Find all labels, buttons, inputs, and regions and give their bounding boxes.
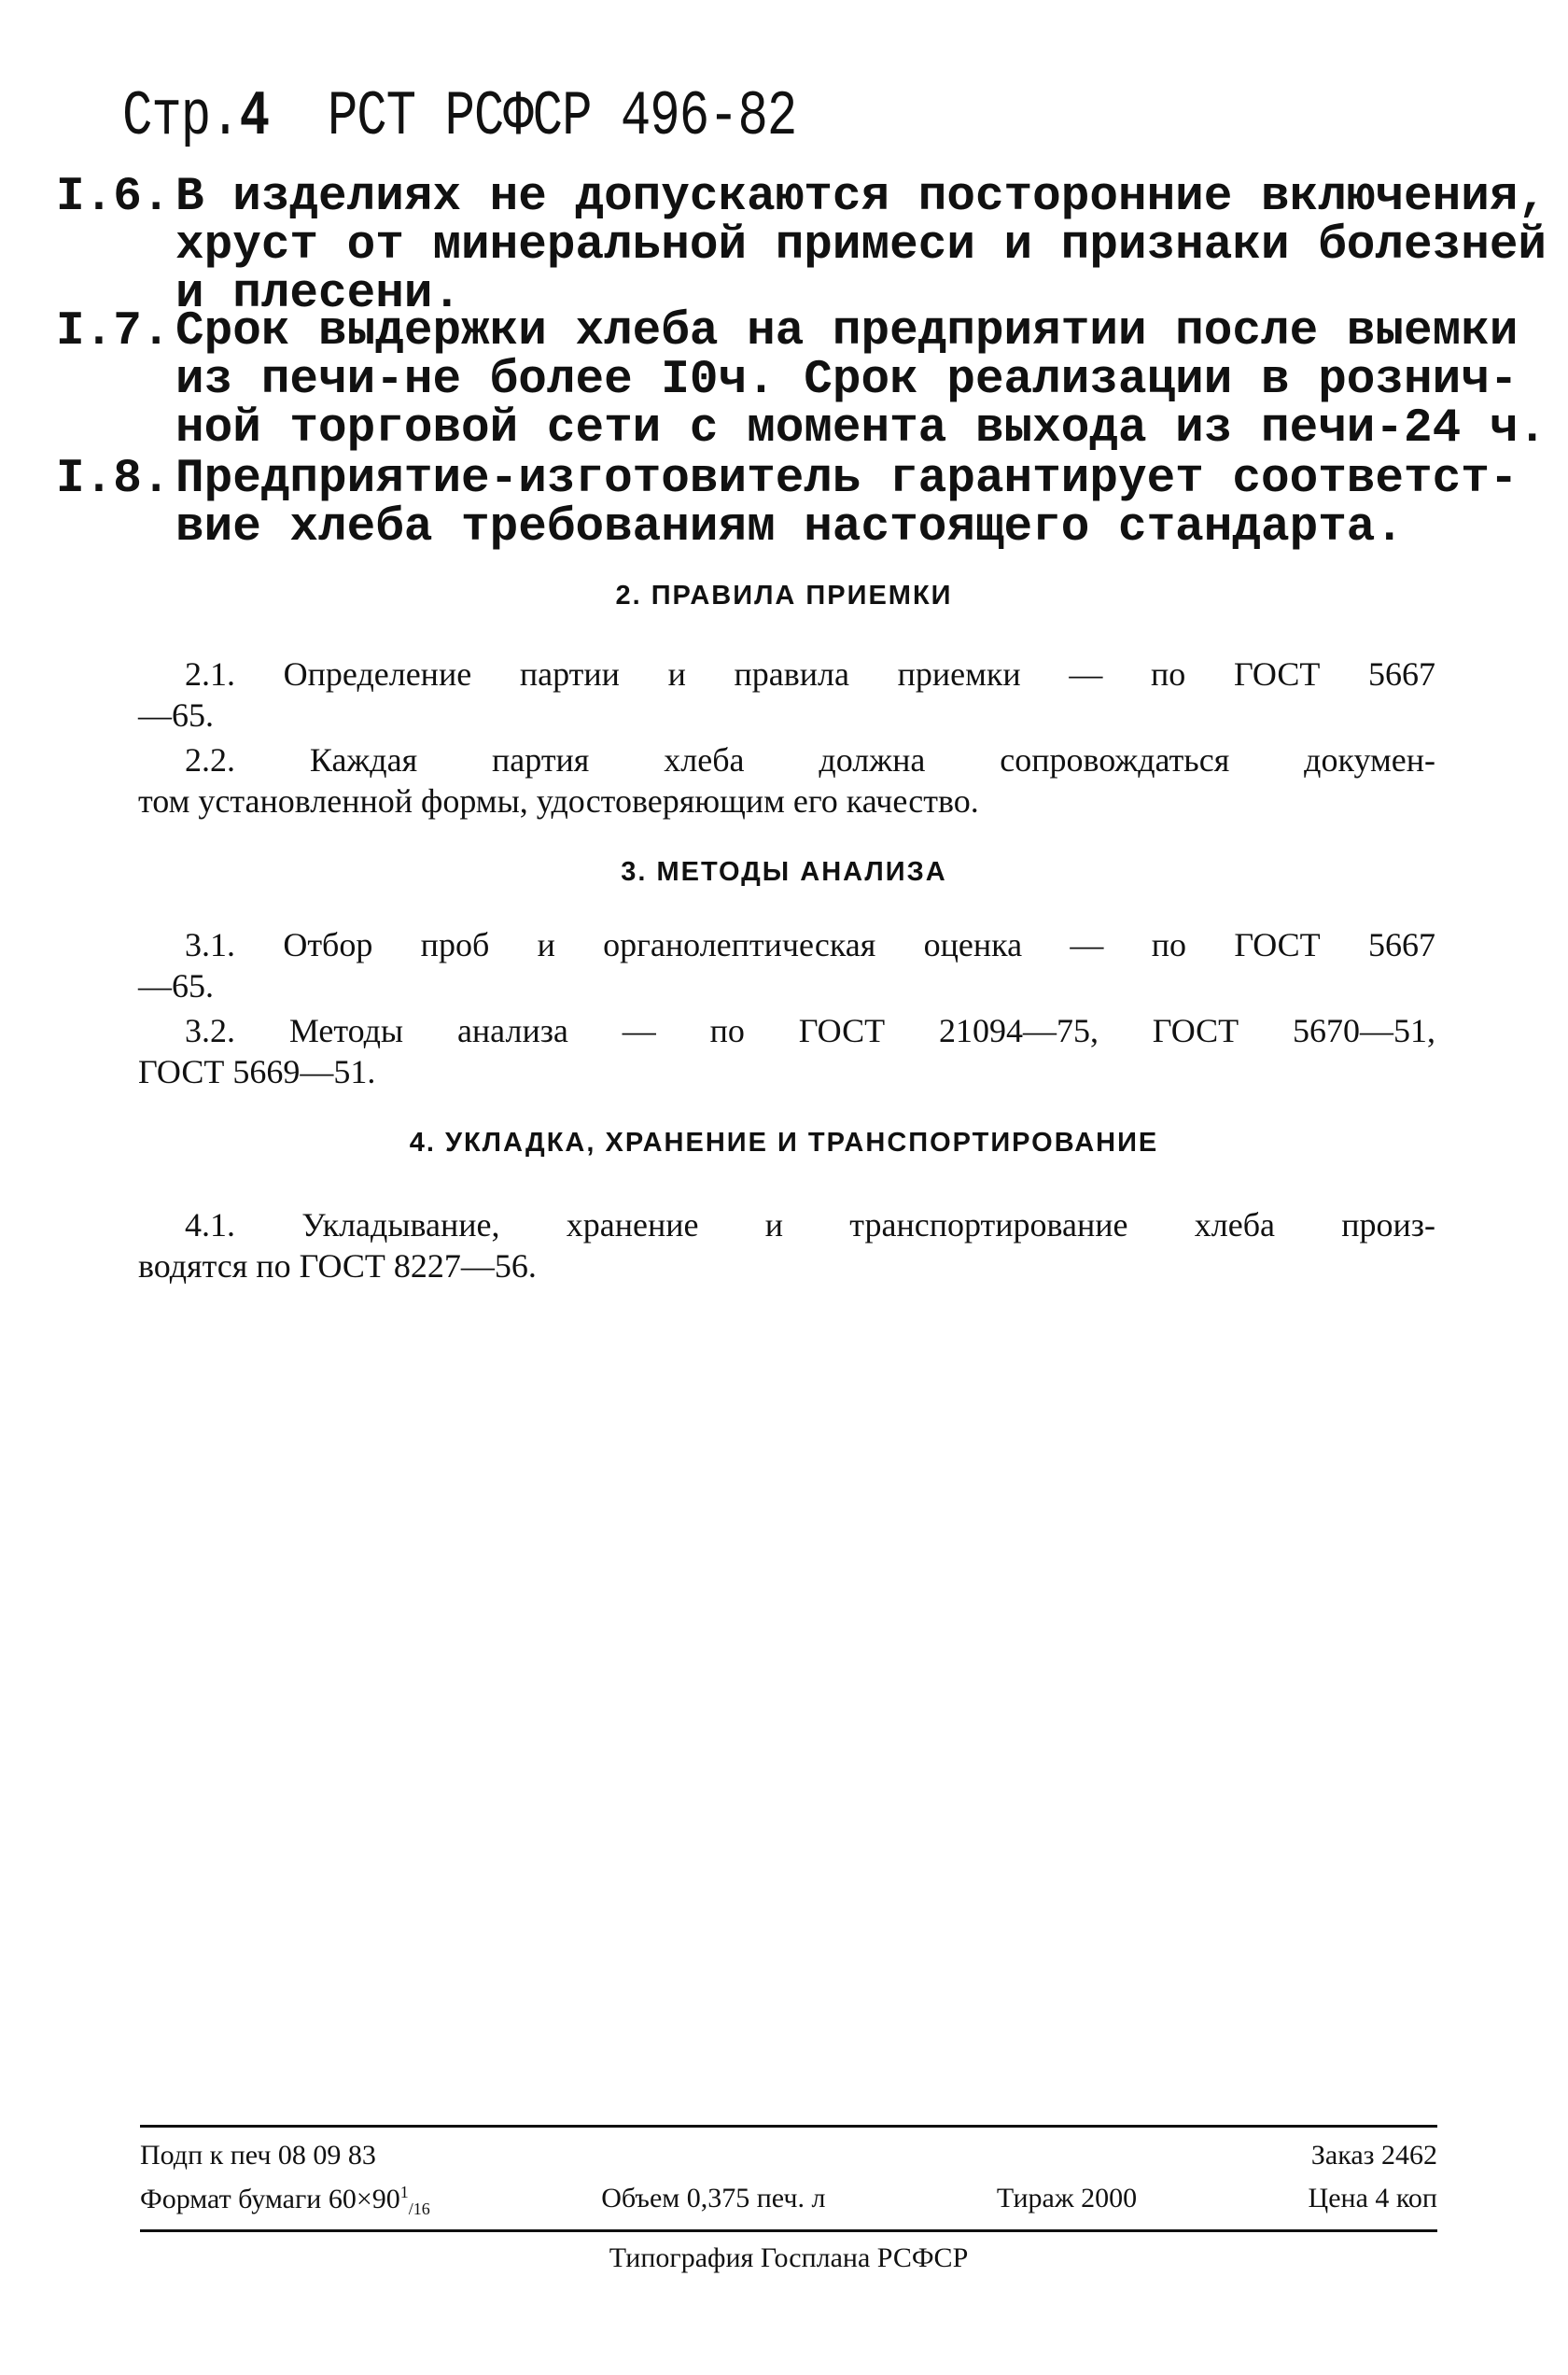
section-heading-4: 4. УКЛАДКА, ХРАНЕНИЕ И ТРАНСПОРТИРОВАНИЕ — [409, 1128, 1159, 1158]
printer-name: Типография Госплана РСФСР — [609, 2242, 969, 2273]
paper-format-sub: /16 — [408, 2199, 430, 2218]
clause-line: хруст от минеральной примеси и признаки болезней — [175, 219, 1547, 273]
clause-1-8 — [56, 453, 1549, 555]
paragraph-line: 2.1. Определение партии и правила приемки — по ГОСТ 5667 — [185, 655, 1435, 693]
print-run: Тираж 2000 — [996, 2183, 1138, 2213]
price: Цена 4 коп — [1308, 2183, 1437, 2213]
clause-number: I.6. — [56, 171, 171, 224]
paragraph-3-2 — [138, 1010, 1435, 1092]
paragraph-line: —65. — [138, 967, 214, 1005]
paragraph-line: том установленной формы, удостоверяющим его качество. — [138, 782, 979, 820]
paragraph-line: 2.2. Каждая партия хлеба должна сопровождаться докумен- — [185, 741, 1435, 779]
imprint-row-1 — [140, 2140, 1437, 2171]
paragraph-line: ГОСТ 5669—51. — [138, 1053, 376, 1090]
clause-number: I.8. — [56, 453, 171, 506]
clause-line: Срок выдержки хлеба на предприятии после выемки — [175, 305, 1519, 358]
paragraph-3-1 — [138, 924, 1435, 1006]
page-number: 4 — [239, 82, 270, 154]
paper-format-label: Формат бумаги 60×90 — [140, 2184, 400, 2214]
paragraph-line: 4.1. Укладывание, хранение и транспортирование хлеба произ- — [185, 1206, 1435, 1244]
page-label: Стр. — [122, 82, 240, 154]
clause-1-7 — [56, 305, 1549, 456]
page-header — [122, 82, 796, 153]
clause-line: из печи-не более I0ч. Срок реализации в рознич- — [175, 354, 1519, 407]
paragraph-line: водятся по ГОСТ 8227—56. — [138, 1247, 537, 1285]
clause-line: и плесени. — [175, 268, 462, 321]
clause-line: В изделиях не допускаются посторонние включения, — [175, 171, 1547, 224]
footer-top-rule — [140, 2125, 1437, 2128]
order-number: Заказ 2462 — [1310, 2140, 1437, 2171]
section-heading-3: 3. МЕТОДЫ АНАЛИЗА — [621, 857, 947, 887]
clause-line: ной торговой сети с момента выхода из печи-24 ч. — [175, 402, 1547, 456]
paper-format — [140, 2183, 430, 2219]
footer-bottom-rule — [140, 2229, 1437, 2232]
clause-1-6 — [56, 171, 1549, 321]
imprint-row-2 — [140, 2183, 1437, 2219]
paragraph-2-1 — [138, 653, 1435, 736]
standard-code: РСТ РСФСР 496-82 — [327, 82, 797, 154]
paragraph-line: 3.1. Отбор проб и органолептическая оценка — по ГОСТ 5667 — [185, 926, 1435, 963]
paper-format-sup: 1 — [399, 2183, 409, 2201]
paragraph-4-1 — [138, 1204, 1435, 1286]
signed-for-print: Подп к печ 08 09 83 — [140, 2140, 376, 2171]
clause-number: I.7. — [56, 305, 171, 358]
paragraph-2-2 — [138, 739, 1435, 822]
section-heading-2: 2. ПРАВИЛА ПРИЕМКИ — [615, 581, 953, 611]
paragraph-line: 3.2. Методы анализа — по ГОСТ 21094—75, ГОСТ 5670—51, — [185, 1012, 1435, 1049]
clause-line: Предприятие-изготовитель гарантирует соответст- — [175, 453, 1519, 506]
paragraph-line: —65. — [138, 696, 214, 734]
volume: Объем 0,375 печ. л — [601, 2183, 826, 2213]
clause-line: вие хлеба требованиям настоящего стандарта. — [175, 501, 1405, 555]
